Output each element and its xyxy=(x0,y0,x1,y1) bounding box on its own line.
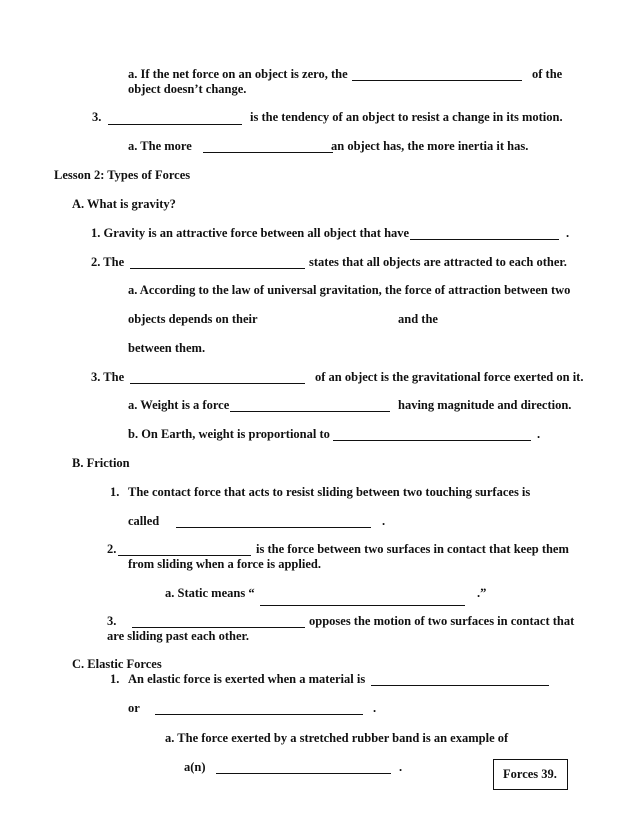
item-3-text: is the tendency of an object to resist a change in its motion. xyxy=(250,110,563,124)
page-label: Forces 39. xyxy=(503,767,557,781)
elastic-item-1-or-end: . xyxy=(373,701,377,715)
gravity-item-3b: b. On Earth, weight is proportional to xyxy=(128,427,330,441)
friction-item-2a: a. Static means “ xyxy=(165,586,255,600)
answer-blank[interactable] xyxy=(130,383,305,384)
elastic-item-1-number: 1. xyxy=(110,672,120,686)
gravity-item-2-end: states that all objects are attracted to each other. xyxy=(309,255,567,269)
answer-blank[interactable] xyxy=(216,773,391,774)
answer-blank[interactable] xyxy=(132,627,305,628)
answer-blank[interactable] xyxy=(118,555,251,556)
item-a-net-force-end: of the xyxy=(532,67,563,81)
gravity-item-2: 2. The xyxy=(91,255,125,269)
friction-item-2a-end: .” xyxy=(477,586,487,600)
section-heading-gravity: A. What is gravity? xyxy=(72,197,176,211)
friction-item-1-line1: The contact force that acts to resist sliding between two touching surfaces is xyxy=(128,485,531,499)
answer-blank[interactable] xyxy=(333,440,531,441)
friction-item-1-end: . xyxy=(382,514,386,528)
gravity-item-2a-and: and the xyxy=(398,312,438,326)
answer-blank[interactable] xyxy=(203,152,333,153)
friction-item-1-number: 1. xyxy=(110,485,120,499)
item-a-net-force-cont: object doesn’t change. xyxy=(128,82,247,96)
answer-blank[interactable] xyxy=(260,605,465,606)
elastic-item-1a-an: a(n) xyxy=(184,760,206,774)
friction-item-3-text: opposes the motion of two surfaces in contact that xyxy=(309,614,575,628)
gravity-item-2a-line1: a. According to the law of universal gravitation, the force of attraction between two xyxy=(128,283,571,297)
item-a-more: a. The more xyxy=(128,139,192,153)
answer-blank[interactable] xyxy=(230,411,390,412)
friction-item-1-line2: called xyxy=(128,514,160,528)
gravity-item-1-end: . xyxy=(566,226,570,240)
friction-item-2-cont: from sliding when a force is applied. xyxy=(128,557,321,571)
section-heading-friction: B. Friction xyxy=(72,456,130,470)
answer-blank[interactable] xyxy=(130,268,305,269)
gravity-item-3-end: of an object is the gravitational force exerted on it. xyxy=(315,370,584,384)
lesson-heading: Lesson 2: Types of Forces xyxy=(54,168,191,182)
elastic-item-1a-end: . xyxy=(399,760,403,774)
friction-item-2-number: 2. xyxy=(107,542,117,556)
friction-item-3-number: 3. xyxy=(107,614,117,628)
answer-blank[interactable] xyxy=(410,239,559,240)
gravity-item-3a: a. Weight is a force xyxy=(128,398,230,412)
gravity-item-1: 1. Gravity is an attractive force between all object that have xyxy=(91,226,410,240)
page-label-box xyxy=(493,759,568,790)
gravity-item-2a-line2: objects depends on their xyxy=(128,312,258,326)
gravity-item-3: 3. The xyxy=(91,370,125,384)
answer-blank[interactable] xyxy=(155,714,363,715)
section-heading-elastic: C. Elastic Forces xyxy=(72,657,162,671)
friction-item-3-cont: are sliding past each other. xyxy=(107,629,250,643)
gravity-item-3b-end: . xyxy=(537,427,541,441)
item-3-number: 3. xyxy=(92,110,102,124)
answer-blank[interactable] xyxy=(176,527,371,528)
gravity-item-2a-line3: between them. xyxy=(128,341,206,355)
elastic-item-1-or: or xyxy=(128,701,140,715)
answer-blank[interactable] xyxy=(108,124,242,125)
elastic-item-1-text: An elastic force is exerted when a material is xyxy=(128,672,366,686)
answer-blank[interactable] xyxy=(371,685,549,686)
item-a-net-force: a. If the net force on an object is zero, the xyxy=(128,67,348,81)
elastic-item-1a: a. The force exerted by a stretched rubber band is an example of xyxy=(165,731,509,745)
gravity-item-3a-end: having magnitude and direction. xyxy=(398,398,572,412)
friction-item-2-text: is the force between two surfaces in contact that keep them xyxy=(256,542,569,556)
item-a-more-end: an object has, the more inertia it has. xyxy=(331,139,529,153)
answer-blank[interactable] xyxy=(352,80,522,81)
